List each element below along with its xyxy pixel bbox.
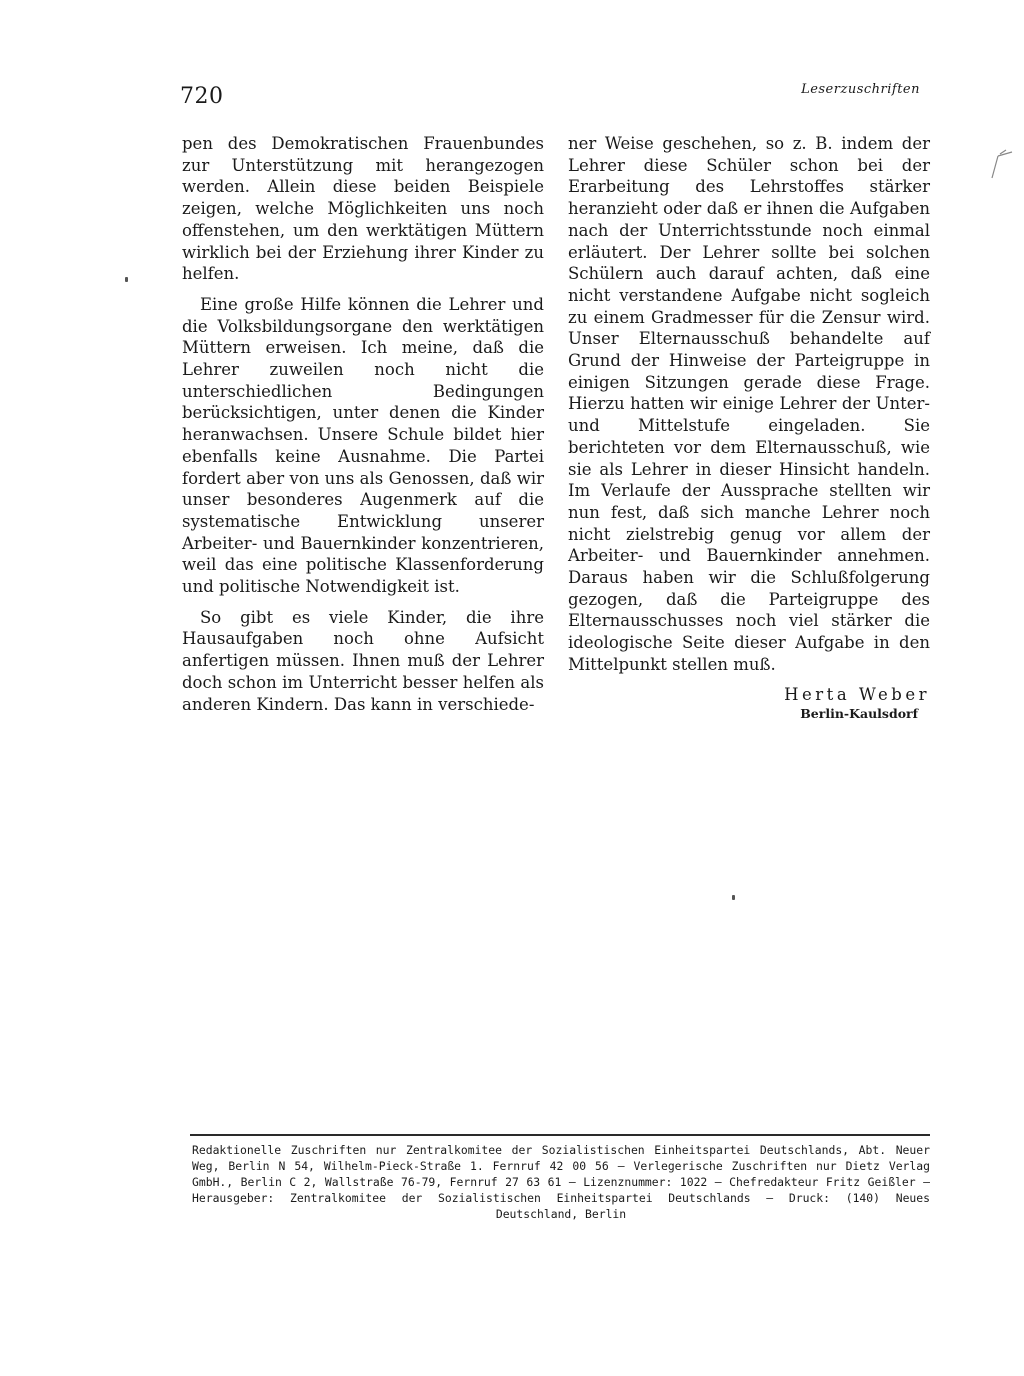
running-head: Leserzuschriften (801, 82, 920, 97)
scan-speck (125, 277, 128, 282)
left-paragraph-1: pen des Demokratischen Frauenbundes zur Unterstützung mit herangezogen werden. Allein diese beiden Beispiele zeigen, welche Möglichkeiten uns noch offenstehen, um den werktätigen Müttern wirklich bei der Erziehung ihrer Kinder zu helfen. (182, 134, 544, 284)
imprint: Redaktionelle Zuschriften nur Zentralkomitee der Sozialistischen Einheitspartei Deutschlands, Abt. Neuer Weg, Berlin N 54, Wilhelm-Pieck-Straße 1. Fernruf 42 00 56 – Verlegerische Zuschriften nur Dietz Verlag GmbH., Berlin C 2, Wallstraße 76-79, Fernruf 27 63 61 – Lizenznummer: 1022 – Chefredakteur Fritz Geißler – Herausgeber: Zentralkomitee der Sozialistischen Einheitspartei Deutschlands – Druck: (140) Neues Deutschland, Berlin (192, 1143, 930, 1221)
right-paragraph-1: ner Weise geschehen, so z. B. indem der Lehrer diese Schüler schon bei der Erarbeitung des Lehrstoffes stärker heranzieht oder daß er ihnen die Aufgaben nach der Unterrichtsstunde noch einmal erläutert. Der Lehrer sollte bei solchen Schülern auch darauf achten, daß eine nicht verstandene Aufgabe nicht sogleich zu einem Gradmesser für die Zensur wird. Unser Elternausschuß behandelte auf Grund der Hinweise der Parteigruppe in einigen Sitzungen gerade diese Frage. Hierzu hatten wir einige Lehrer der Unter- und Mittelstufe eingeladen. Sie berichteten vor dem Elternausschuß, wie sie als Lehrer in dieser Hinsicht handeln. Im Verlaufe der Aussprache stellten wir nun fest, daß sich manche Lehrer noch nicht zielstrebig genug vor allem der Arbeiter- und Bauernkinder annehmen. Daraus haben wir die Schlußfolgerung gezogen, daß die Parteigruppe des Elternausschusses noch viel stärker die ideologische Seite dieser Aufgabe in den Mittelpunkt stellen muß. (568, 134, 930, 674)
scan-speck (732, 895, 735, 900)
margin-pencil-mark (986, 146, 1014, 180)
left-paragraph-3: So gibt es viele Kinder, die ihre Hausaufgaben noch ohne Aufsicht anfertigen müssen. Ihnen muß der Lehrer doch schon im Unterricht besser helfen als anderen Kindern. Das kann in verschiede- (182, 607, 544, 714)
right-column (568, 133, 930, 723)
footer-rule (190, 1134, 930, 1136)
signature-block (568, 684, 930, 723)
page-number: 720 (180, 84, 224, 109)
left-column (182, 133, 544, 715)
left-paragraph-2: Eine große Hilfe können die Lehrer und die Volksbildungsorgane den werktätigen Müttern erweisen. Ich meine, daß die Lehrer zuweilen noch nicht die unterschiedlichen Bedingungen berücksichtigen, unter denen die Kinder heranwachsen. Unsere Schule bildet hier ebenfalls keine Ausnahme. Die Partei fordert aber von uns als Genossen, daß wir unser besonderes Augenmerk auf die systematische Entwicklung unserer Arbeiter- und Bauernkinder konzentrieren, weil das eine politische Klassenforderung und politische Notwendigkeit ist. (182, 294, 544, 597)
signature-place: Berlin-Kaulsdorf (800, 705, 918, 721)
signature-name: Herta Weber (784, 684, 930, 704)
